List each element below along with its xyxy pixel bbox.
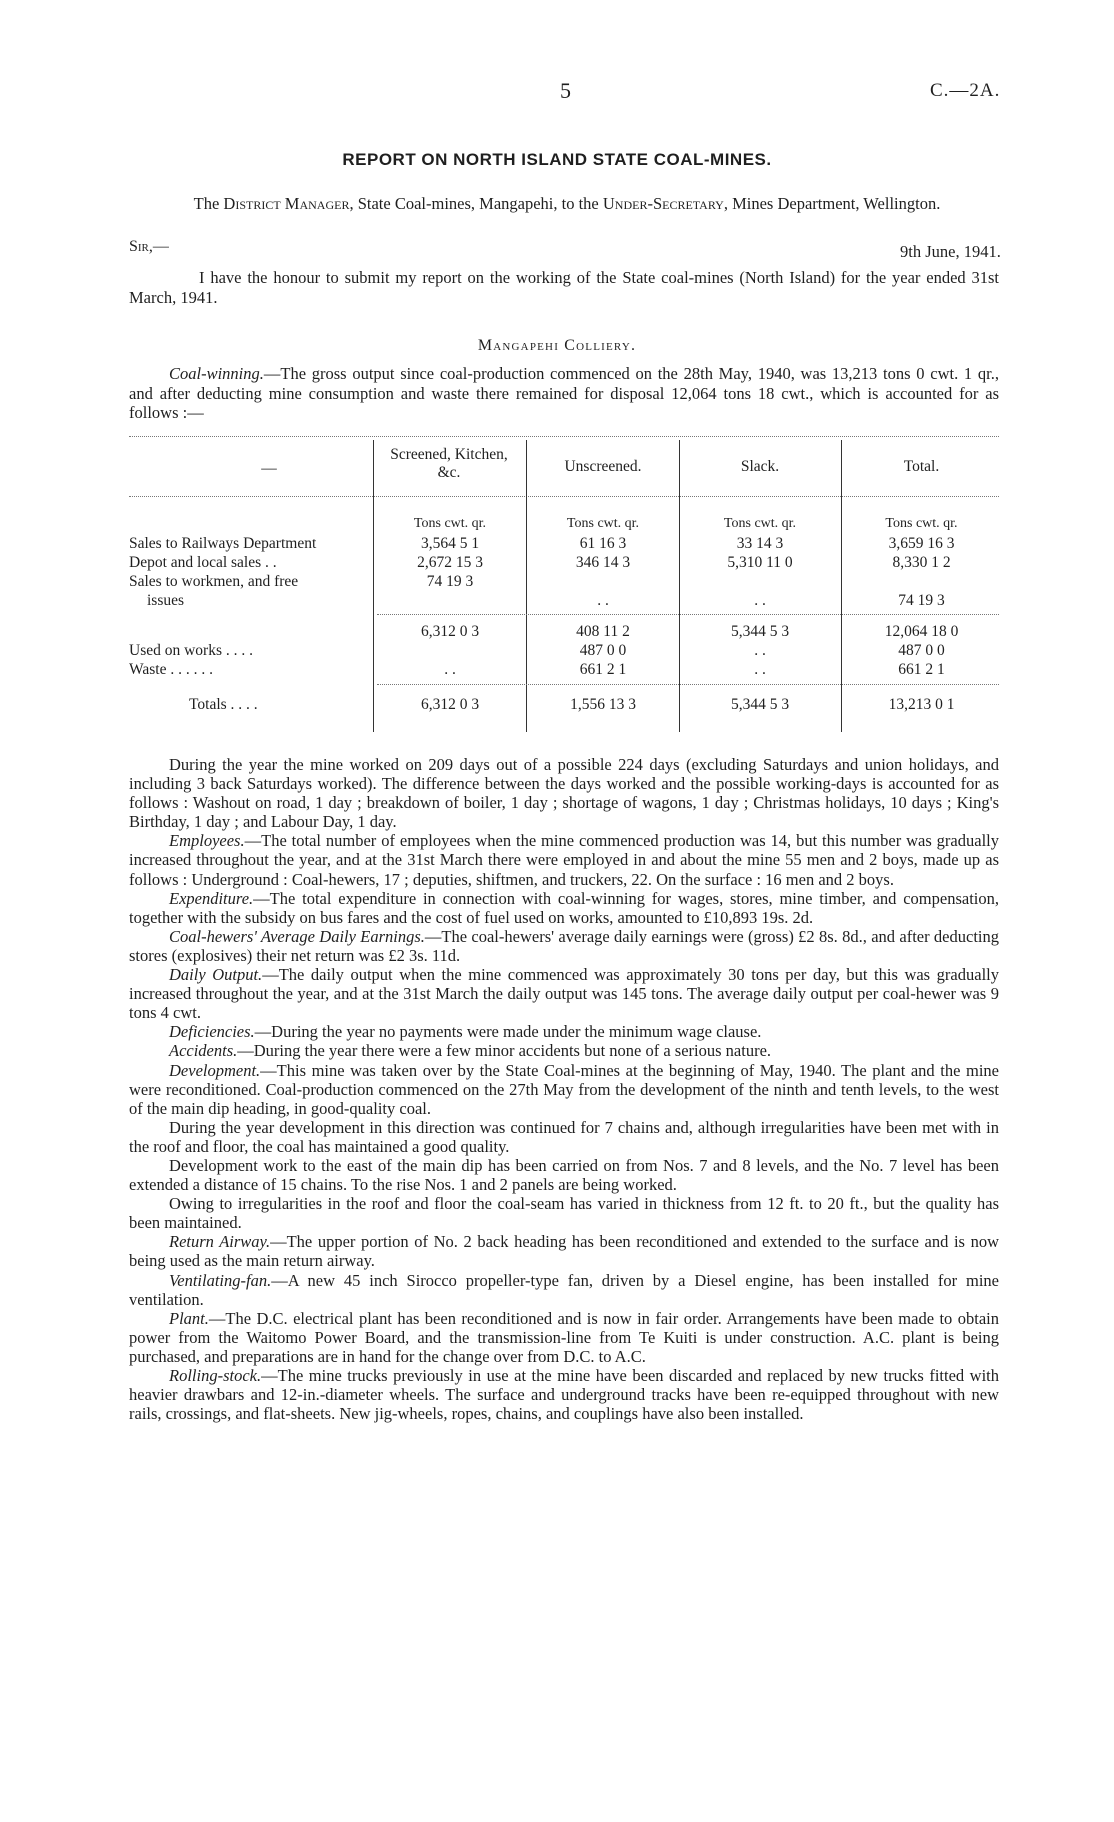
table-cell: 8,330 1 2 xyxy=(892,554,951,571)
table-column-header: Slack. xyxy=(740,458,780,475)
paragraph-heading: Rolling-stock. xyxy=(169,1366,262,1385)
paragraph-text: During the year the mine worked on 209 days out of a possible 224 days (excluding Saturdays and union holidays, and including 3 back Saturdays worked). The difference between the days worked and the possible working-days is accounted for as follows : Washout on road, 1 day ; breakdown of boiler, 1 day ; shortage of wagons, 1 day ; Christmas holidays, 10 days ; King's Birthday, 1 day ; and Labour Day, 1 day. xyxy=(129,755,999,832)
salutation: Sir,— xyxy=(129,238,169,255)
paragraph-text: —The total number of employees when the mine commenced production was 14, but this number was gradually increased throughout the year, and at the 31st March there were employed in and about the mine 55 men and 2 boys, made up as follows : Underground : Coal-hewers, 17 ; deputies, shiftmen, and truckers, 22. On the surface : 16 men and 2 boys. xyxy=(129,831,999,889)
table-cell: 487 0 0 xyxy=(579,642,627,659)
paragraph xyxy=(129,1156,999,1194)
paragraph-heading: Development. xyxy=(169,1060,261,1080)
table-cell: 6,312 0 3 xyxy=(420,623,480,640)
coal-winning-heading: Coal-winning. xyxy=(169,364,264,383)
table-stub-header: — xyxy=(261,460,277,477)
table-cell: 2,672 15 3 xyxy=(417,554,483,571)
table-total-cell: 1,556 13 3 xyxy=(570,696,636,713)
paragraph-heading: Accidents. xyxy=(169,1041,238,1061)
coal-winning-paragraph xyxy=(129,364,999,423)
address-from: District Manager xyxy=(223,194,350,213)
table-cell: 74 19 3 xyxy=(898,592,945,609)
table-cell: 661 2 1 xyxy=(579,661,627,678)
table-units: Tons cwt. qr. xyxy=(885,516,958,531)
paragraph-text: —The daily output when the mine commenced was approximately 30 tons per day, but this was gradually increased throughout the year, and at the 31st March the daily output was 145 tons. The average daily output per coal-hewer was 9 tons 4 cwt. xyxy=(129,965,999,1023)
table-row-label: Used on works . . . . xyxy=(129,642,253,659)
table-cell: 5,344 5 3 xyxy=(730,623,790,640)
paragraph-text: —The total expenditure in connection with coal-winning for wages, stores, mine timber, and compensation, together with the subsidy on bus fares and the cost of fuel used on works, amounted to £10,893 19s. 2d. xyxy=(129,888,999,927)
table-cell: . . xyxy=(754,661,766,678)
paragraph xyxy=(129,1232,999,1270)
colliery-heading: Mangapehi Colliery. xyxy=(477,337,637,354)
table-total-cell: 13,213 0 1 xyxy=(888,696,955,713)
table-header-rule xyxy=(129,496,999,497)
report-title: REPORT ON NORTH ISLAND STATE COAL-MINES. xyxy=(342,150,772,169)
table-units: Tons cwt. qr. xyxy=(566,516,640,531)
paragraph xyxy=(129,1309,999,1366)
table-col-divider xyxy=(373,440,374,732)
paragraph-text: —A new 45 inch Sirocco propeller-type fan, driven by a Diesel engine, has been installed for mine ventilation. xyxy=(129,1270,999,1309)
paragraph-heading: Expenditure. xyxy=(169,888,254,908)
report-body xyxy=(129,755,999,1423)
table-row-label: Depot and local sales . . xyxy=(129,554,277,571)
table-cell: 487 0 0 xyxy=(898,642,945,659)
paragraph-text: —During the year there were a few minor accidents but none of a serious nature. xyxy=(237,1041,772,1061)
paragraph-heading: Coal-hewers' Average Daily Earnings. xyxy=(169,926,425,946)
table-top-rule xyxy=(129,436,999,437)
paragraph-text: During the year development in this direction was continued for 7 chains and, although irregularities have been met with in the roof and floor, the coal has maintained a good quality. xyxy=(129,1117,999,1156)
paragraph xyxy=(129,1194,999,1232)
table-totals-label: Totals . . . . xyxy=(189,696,258,713)
paragraph xyxy=(129,927,999,965)
paragraph-heading: Plant. xyxy=(169,1308,209,1328)
table-col-divider xyxy=(526,440,527,732)
table-cell: 3,659 16 3 xyxy=(888,535,955,552)
table-cell: 74 19 3 xyxy=(426,573,474,590)
address-to-rest: , Mines Department, Wellington. xyxy=(723,194,941,213)
table-cell: 3,564 5 1 xyxy=(420,535,480,552)
address-from-rest: , State Coal-mines, Mangapehi, to the xyxy=(349,194,603,213)
table-column-header: Unscreened. xyxy=(564,458,642,475)
paragraph-text: Development work to the east of the main dip has been carried on from Nos. 7 and 8 levels, and the No. 7 level has been extended a distance of 15 chains. To the rise Nos. 1 and 2 panels are being worked. xyxy=(129,1155,999,1195)
table-column-header: Total. xyxy=(903,458,940,475)
paragraph-heading: Return Airway. xyxy=(169,1232,271,1252)
table-total-cell: 6,312 0 3 xyxy=(420,696,480,713)
subtotal-rule xyxy=(377,614,999,615)
table-cell: 408 11 2 xyxy=(576,623,630,640)
table-total-cell: 5,344 5 3 xyxy=(730,696,790,713)
table-row-label-cont: issues xyxy=(147,592,185,609)
address-to: Under-Secretary xyxy=(602,194,724,213)
paragraph-text: —During the year no payments were made under the minimum wage clause. xyxy=(254,1022,762,1042)
paragraph-heading: Employees. xyxy=(169,831,245,851)
paragraph xyxy=(129,1061,999,1118)
paragraph-heading: Ventilating-fan. xyxy=(169,1270,272,1290)
table-cell: 33 14 3 xyxy=(736,535,784,552)
table-cell: . . xyxy=(754,592,766,609)
paragraph-heading: Deficiencies. xyxy=(169,1022,255,1042)
table-cell: 346 14 3 xyxy=(575,554,631,571)
paragraph xyxy=(129,755,999,831)
paragraph-text: —The upper portion of No. 2 back heading has been reconditioned and extended to the surface and is now being used as the main return airway. xyxy=(129,1232,999,1271)
paragraph xyxy=(129,889,999,927)
paragraph-text: —The coal-hewers' average daily earnings were (gross) £2 8s. 8d., and after deducting stores (explosives) their net return was £2 3s. 11d. xyxy=(129,926,999,965)
table-column-header: Screened, Kitchen, &c. xyxy=(390,446,508,481)
table-row-label: Waste . . . . . . xyxy=(129,661,213,678)
paragraph-text: —The mine trucks previously in use at the mine have been discarded and replaced by new trucks fitted with heavier drawbars and 12-in.-diameter wheels. The surface and underground tracks have been re-equipped throughout with new rails, crossings, and flat-sheets. New jig-wheels, ropes, chains, and couplings have also been installed. xyxy=(129,1366,999,1424)
table-row-label: Sales to Railways Department xyxy=(129,535,317,552)
paragraph-text: —The D.C. electrical plant has been reconditioned and is now in fair order. Arrangements have been made to obtain power from the Waitomo Power Board, and the transmission-line from Te Kuiti is under construction. A.C. plant is being purchased, and preparations are in hand for the change over from D.C. to A.C. xyxy=(129,1308,999,1366)
table-units: Tons cwt. qr. xyxy=(413,516,487,531)
table-cell: . . xyxy=(597,592,609,609)
paragraph xyxy=(129,1041,999,1060)
table-col-divider xyxy=(841,440,842,732)
letter-date: 9th June, 1941. xyxy=(900,242,1001,261)
table-cell: 61 16 3 xyxy=(579,535,627,552)
table-cell: . . xyxy=(444,661,456,678)
table-cell: 5,310 11 0 xyxy=(727,554,793,571)
totals-rule xyxy=(377,684,999,685)
paragraph-text: —This mine was taken over by the State Coal-mines at the beginning of May, 1940. The plant and the mine were reconditioned. Coal-production commenced on the 27th May from the development of the ninth and tenth levels, to the west of the main dip heading, in good-quality coal. xyxy=(129,1060,999,1118)
table-col-divider xyxy=(679,440,680,732)
table-row-label: Sales to workmen, and free xyxy=(129,573,299,590)
document-reference: C.—2A. xyxy=(930,80,1001,101)
paragraph xyxy=(129,831,999,888)
paragraph xyxy=(129,965,999,1022)
paragraph xyxy=(129,1118,999,1156)
address-line: The District Manager, State Coal-mines, Mangapehi, to the Under-Secretary, Mines Department, Wellington. xyxy=(193,194,941,213)
paragraph xyxy=(129,1366,999,1423)
paragraph xyxy=(129,1022,999,1041)
paragraph-heading: Daily Output. xyxy=(169,965,263,985)
table-units: Tons cwt. qr. xyxy=(723,516,797,531)
table-cell: . . xyxy=(754,642,766,659)
paragraph xyxy=(129,1271,999,1309)
page-number: 5 xyxy=(560,78,571,103)
coal-winning-text: —The gross output since coal-production commenced on the 28th May, 1940, was 13,213 tons 0 cwt. 1 qr., and after deducting mine consumption and waste there remained for disposal 12,064 tons 18 cwt., which is accounted for as follows :— xyxy=(129,364,999,422)
paragraph-text: Owing to irregularities in the roof and floor the coal-seam has varied in thickness from 12 ft. to 20 ft., but the quality has been maintained. xyxy=(129,1194,999,1233)
table-cell: 12,064 18 0 xyxy=(884,623,959,640)
intro-paragraph: I have the honour to submit my report on the working of the State coal-mines (North Island) for the year ended 31st March, 1941. xyxy=(129,268,999,307)
coal-disposal-table xyxy=(129,436,999,736)
table-cell: 661 2 1 xyxy=(898,661,945,678)
